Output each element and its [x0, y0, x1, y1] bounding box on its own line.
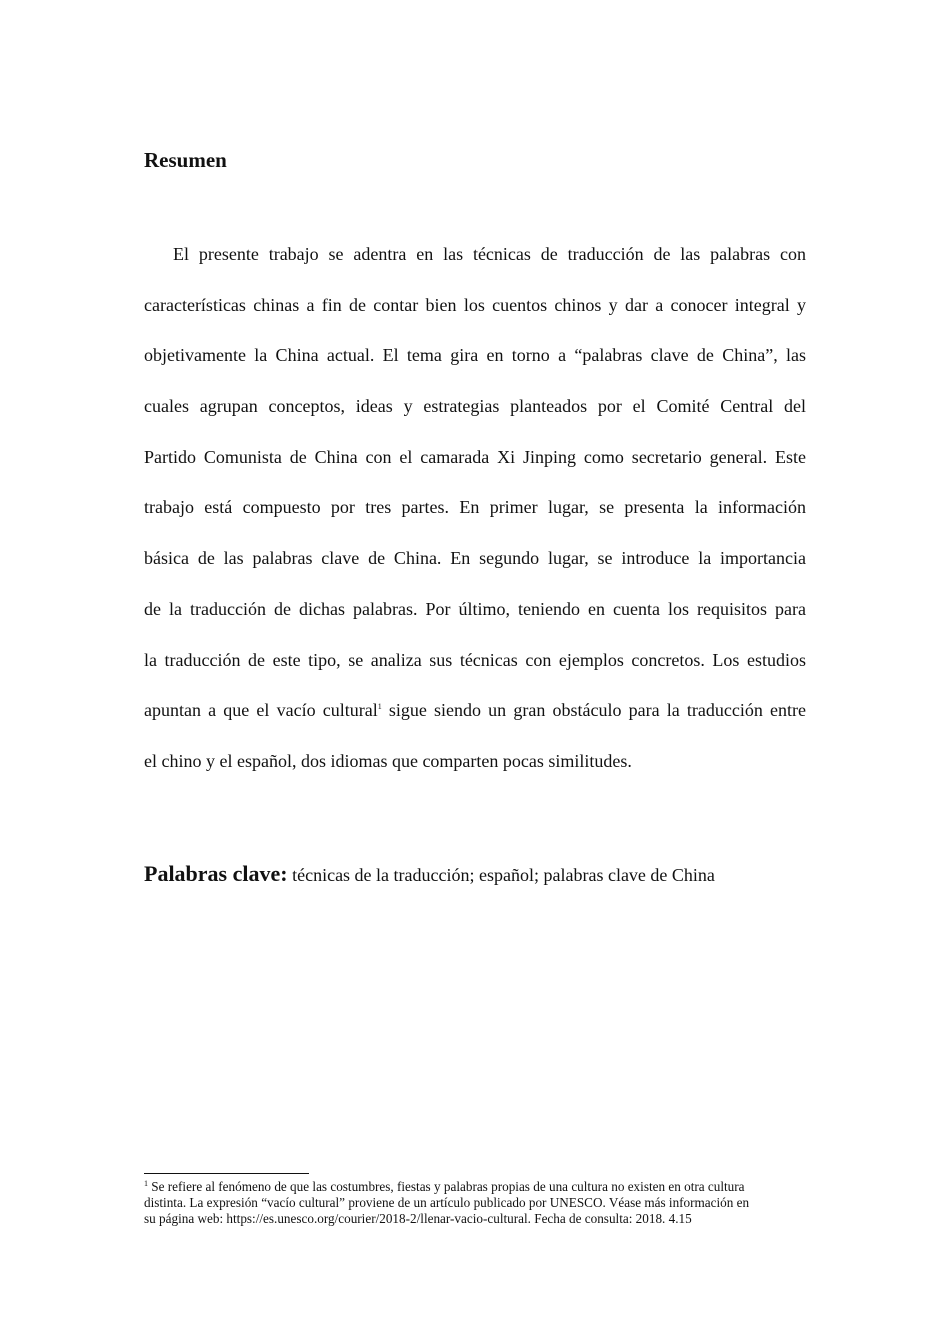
- footnote-line: distinta. La expresión “vacío cultural” proviene de un artículo publicado por UNESCO. Véase más información en: [144, 1195, 750, 1210]
- keywords-text: técnicas de la traducción; español; palabras clave de China: [292, 865, 715, 885]
- abstract-text: sigue siendo un gran obstáculo para la traducción entre: [381, 700, 806, 721]
- abstract-line: la traducción de este tipo, se analiza sus técnicas con ejemplos concretos. Los estudios: [144, 649, 806, 670]
- footnote: [144, 1179, 806, 1227]
- footnote-line: [144, 1179, 806, 1195]
- abstract-line: características chinas a fin de contar bien los cuentos chinos y dar a conocer integral y: [144, 294, 806, 315]
- keywords-label: Palabras clave:: [144, 861, 288, 886]
- abstract-line: objetivamente la China actual. El tema gira en torno a “palabras clave de China”, las: [144, 345, 806, 366]
- abstract-line: el chino y el español, dos idiomas que comparten pocas similitudes.: [144, 750, 632, 771]
- abstract-line: El presente trabajo se adentra en las técnicas de traducción de las palabras con: [173, 244, 806, 264]
- abstract-line: trabajo está compuesto por tres partes. En primer lugar, se presenta la información: [144, 497, 806, 518]
- abstract-body: [144, 229, 806, 787]
- footnote-mark: 1: [144, 1179, 148, 1188]
- footnote-reference[interactable]: 1: [377, 702, 382, 712]
- abstract-line: básica de las palabras clave de China. En segundo lugar, se introduce la importancia: [144, 548, 806, 569]
- footnote-text: Se refiere al fenómeno de que las costumbres, fiestas y palabras propias de una cultura no existen en otra cultura: [148, 1179, 745, 1194]
- footnote-line: su página web: https://es.unesco.org/courier/2018-2/llenar-vacio-cultural. Fecha de consulta: 2018. 4.15: [144, 1211, 692, 1226]
- keywords: [144, 858, 715, 891]
- abstract-line: Partido Comunista de China con el camarada Xi Jinping como secretario general. Este: [144, 446, 806, 467]
- abstract-text: apuntan a que el vacío cultural: [144, 700, 378, 721]
- abstract-line: de la traducción de dichas palabras. Por último, teniendo en cuenta los requisitos para: [144, 598, 806, 619]
- abstract-line-with-footnote: [144, 685, 806, 736]
- abstract-line: cuales agrupan conceptos, ideas y estrategias planteados por el Comité Central del: [144, 396, 806, 417]
- footnote-divider: [144, 1173, 309, 1174]
- page-title: Resumen: [144, 148, 227, 172]
